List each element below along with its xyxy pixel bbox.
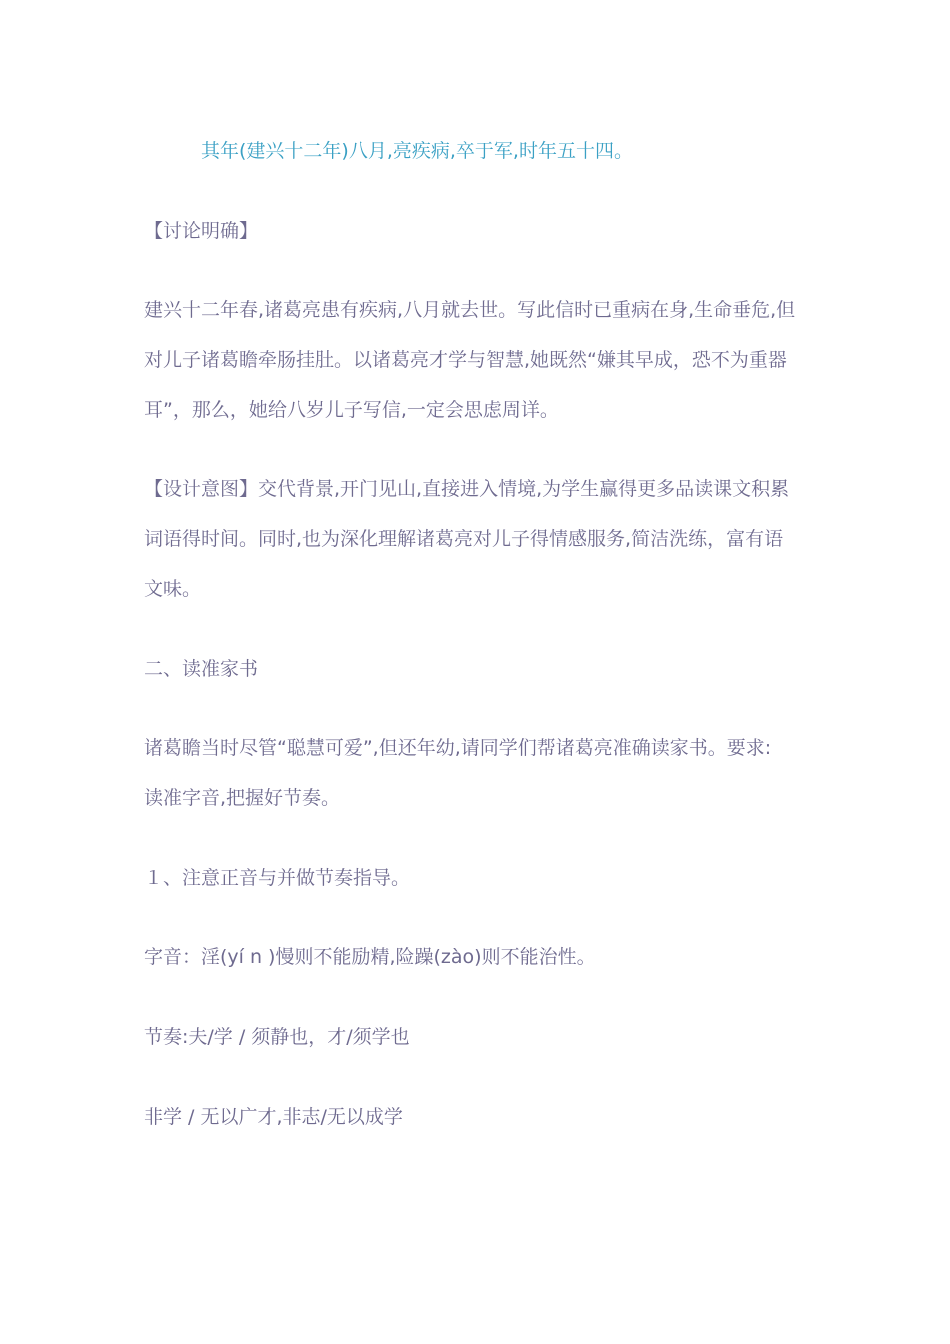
design-intent-line: 词语得时间。同时,也为深化理解诸葛亮对儿子得情感服务,简洁洗练，富有语 bbox=[144, 528, 784, 550]
quote-line: 其年(建兴十二年)八月,亮疾病,卒于军,时年五十四。 bbox=[201, 140, 633, 162]
discussion-paragraph-line: 建兴十二年春,诸葛亮患有疾病,八月就去世。写此信时已重病在身,生命垂危,但 bbox=[144, 299, 796, 321]
discussion-paragraph-line: 对儿子诸葛瞻牵肠挂肚。以诸葛亮才学与智慧,她既然“嫌其早成，恐不为重器 bbox=[144, 349, 787, 371]
design-intent-line: 文味。 bbox=[144, 578, 202, 600]
rhythm-line: 非学 / 无以广才,非志/无以成学 bbox=[144, 1106, 403, 1128]
pronunciation-line: 字音：淫(yí n )慢则不能励精,险躁(zào)则不能治性。 bbox=[144, 946, 596, 968]
section-two-paragraph-line: 读准字音,把握好节奏。 bbox=[144, 787, 341, 809]
step-one-heading: １、注意正音与并做节奏指导。 bbox=[144, 867, 411, 889]
section-two-paragraph-line: 诸葛瞻当时尽管“聪慧可爱”,但还年幼,请同学们帮诸葛亮准确读家书。要求: bbox=[144, 737, 772, 759]
rhythm-line: 节奏:夫/学 / 须静也，才/须学也 bbox=[144, 1026, 410, 1048]
discussion-paragraph-line: 耳”，那么，她给八岁儿子写信,一定会思虑周详。 bbox=[144, 399, 559, 421]
discussion-heading: 【讨论明确】 bbox=[144, 220, 259, 242]
design-intent-line: 【设计意图】交代背景,开门见山,直接进入情境,为学生赢得更多品读课文积累 bbox=[144, 478, 790, 500]
section-two-heading: 二、读准家书 bbox=[144, 658, 259, 680]
